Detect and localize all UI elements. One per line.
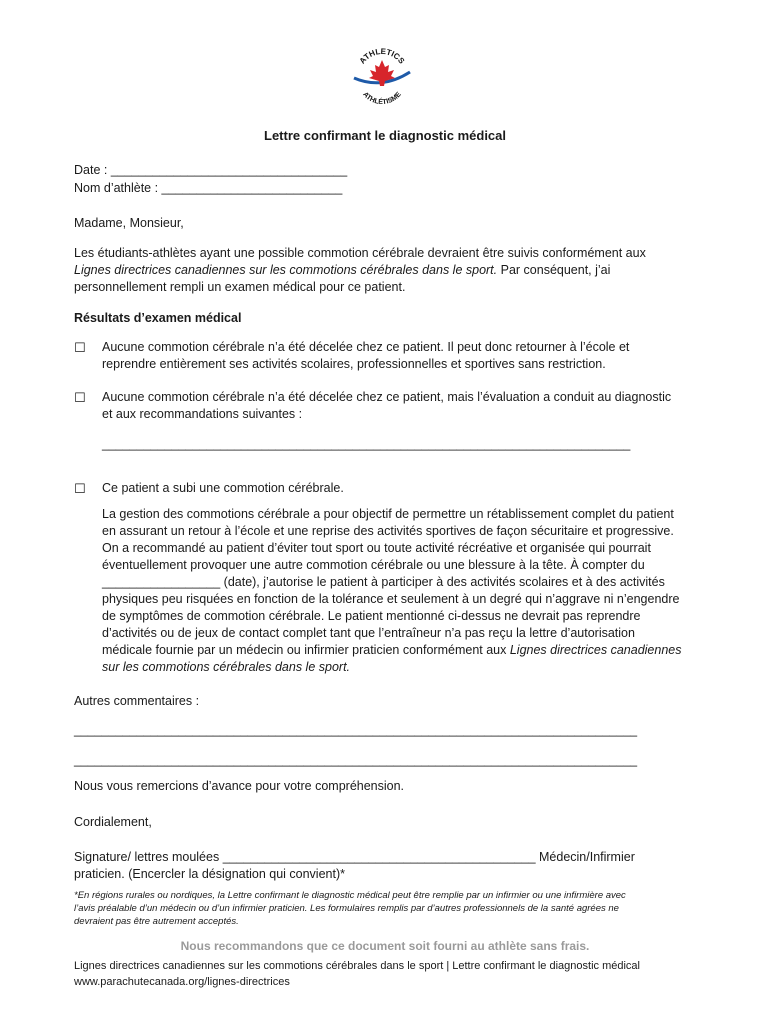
footnote-line-3: devraient pas être autrement acceptés. [74, 916, 239, 927]
footer-url[interactable]: www.parachutecanada.org/lignes-directrices [74, 976, 290, 988]
free-of-charge-note: Nous recommandons que ce document soit fourni au athlète sans frais. [180, 939, 590, 953]
checkbox-concussion[interactable]: ☐ [74, 481, 86, 496]
option-3-line-1: Ce patient a subi une commotion cérébrale. [102, 481, 344, 495]
signature-line-2: praticien. (Encercler la désignation qui convient)* [74, 867, 345, 881]
comments-label: Autres commentaires : [74, 694, 200, 708]
option-1-line-1: Aucune commotion cérébrale n’a été décelée chez ce patient. Il peut donc retourner à l’école et [102, 340, 630, 354]
date-field[interactable]: Date : __________________________________ [74, 163, 348, 177]
option-3-body-line [102, 642, 681, 659]
option-3-date-line[interactable]: _________________ (date), j’autorise le patient à participer à des activités scolaires et à des activités [102, 575, 665, 589]
option-3-body-line: La gestion des commotions cérébrale a pour objectif de permettre un rétablissement complet du patient [102, 507, 674, 521]
footnote-line-1: *En régions rurales ou nordiques, la Lettre confirmant le diagnostic médical peut être remplie par un infirmier ou une infirmière avec [74, 890, 626, 901]
option-3-line-10-italic: sur les commotions cérébrales dans le sport. [102, 660, 351, 674]
footnote [74, 889, 714, 928]
option-3-body-line: physiques peu risquées en fonction de la tolérance et seulement à un degré qui n’aggrave ni n’engendre [102, 592, 680, 606]
athletics-canada-logo [350, 44, 414, 108]
intro-line-1: Les étudiants-athlètes ayant une possible commotion cérébrale devraient être suivis conformément aux [74, 246, 646, 260]
option-3-body-line: en assurant un retour à l’école et une reprise des activités sportives de façon sécuritaire et progressive. [102, 524, 674, 538]
greeting: Madame, Monsieur, [74, 216, 184, 230]
comments-blank-1[interactable]: _________________________________________________________________________________ [74, 723, 638, 737]
option-2-line-1: Aucune commotion cérébrale n’a été décelée chez ce patient, mais l’évaluation a conduit au diagnostic [102, 390, 672, 404]
checkbox-no-concussion-with-recommendations[interactable]: ☐ [74, 390, 86, 405]
intro-line-2-rest: Par conséquent, j’ai [497, 263, 611, 277]
comments-blank-2[interactable]: _________________________________________________________________________________ [74, 753, 638, 767]
footer-line-1: Lignes directrices canadiennes sur les commotions cérébrales dans le sport | Lettre confirmant le diagnostic médical [74, 960, 640, 972]
option-3-body-line: d’activités ou de jeux de contact complet tant que l’entraîneur n’a pas reçu la lettre d’autorisation [102, 626, 635, 640]
checkbox-no-concussion[interactable]: ☐ [74, 340, 86, 355]
guidelines-title-italic: Lignes directrices canadiennes sur les commotions cérébrales dans le sport. [74, 263, 498, 277]
option-3-body-line: de symptômes de commotion cérébrale. Le patient mentionné ci-dessus ne devrait pas reprendre [102, 609, 641, 623]
svg-text:ATHLÉTISME [361, 91, 403, 106]
intro-line-3: personnellement rempli un examen médical pour ce patient. [74, 280, 406, 294]
logo-top-text: ATHLETICS [357, 46, 407, 66]
footnote-line-2: l’avis préalable d’un médecin ou d’un infirmier praticien. Les formulaires remplis par d’autres professionnels de la santé agrées ne [74, 903, 619, 914]
closing-line: Cordialement, [74, 815, 152, 829]
thanks-line: Nous vous remercions d’avance pour votre compréhension. [74, 779, 405, 793]
option-3-body-line: On a recommandé au patient d’éviter tout sport ou toute activité récréative et organisée qui pourrait [102, 541, 651, 555]
results-heading: Résultats d’examen médical [74, 311, 242, 325]
option-1-line-2: reprendre entièrement ses activités scolaires, professionnelles et sportives sans restriction. [102, 357, 606, 371]
option-3-line-9-italic: Lignes directrices canadiennes [509, 643, 682, 657]
option-3-line-9-plain: médicale fournie par un médecin ou infirmier praticien conformément aux [102, 643, 510, 657]
recommendations-blank[interactable]: ____________________________________________________________________________ [102, 437, 631, 451]
letter-title: Lettre confirmant le diagnostic médical [264, 128, 506, 143]
intro-line-2 [74, 262, 610, 279]
athlete-name-field[interactable]: Nom d’athlète : __________________________ [74, 181, 343, 195]
option-3-body-line: éventuellement provoquer une autre commotion cérébrale ou une blessure à la tête. À compter du [102, 558, 645, 572]
signature-field[interactable]: Signature/ lettres moulées _____________________________________________ Médecin/Infirmier [74, 850, 635, 864]
option-2-line-2: et aux recommandations suivantes : [102, 407, 303, 421]
logo-bottom-text: ATHLÉTISME [361, 91, 403, 107]
